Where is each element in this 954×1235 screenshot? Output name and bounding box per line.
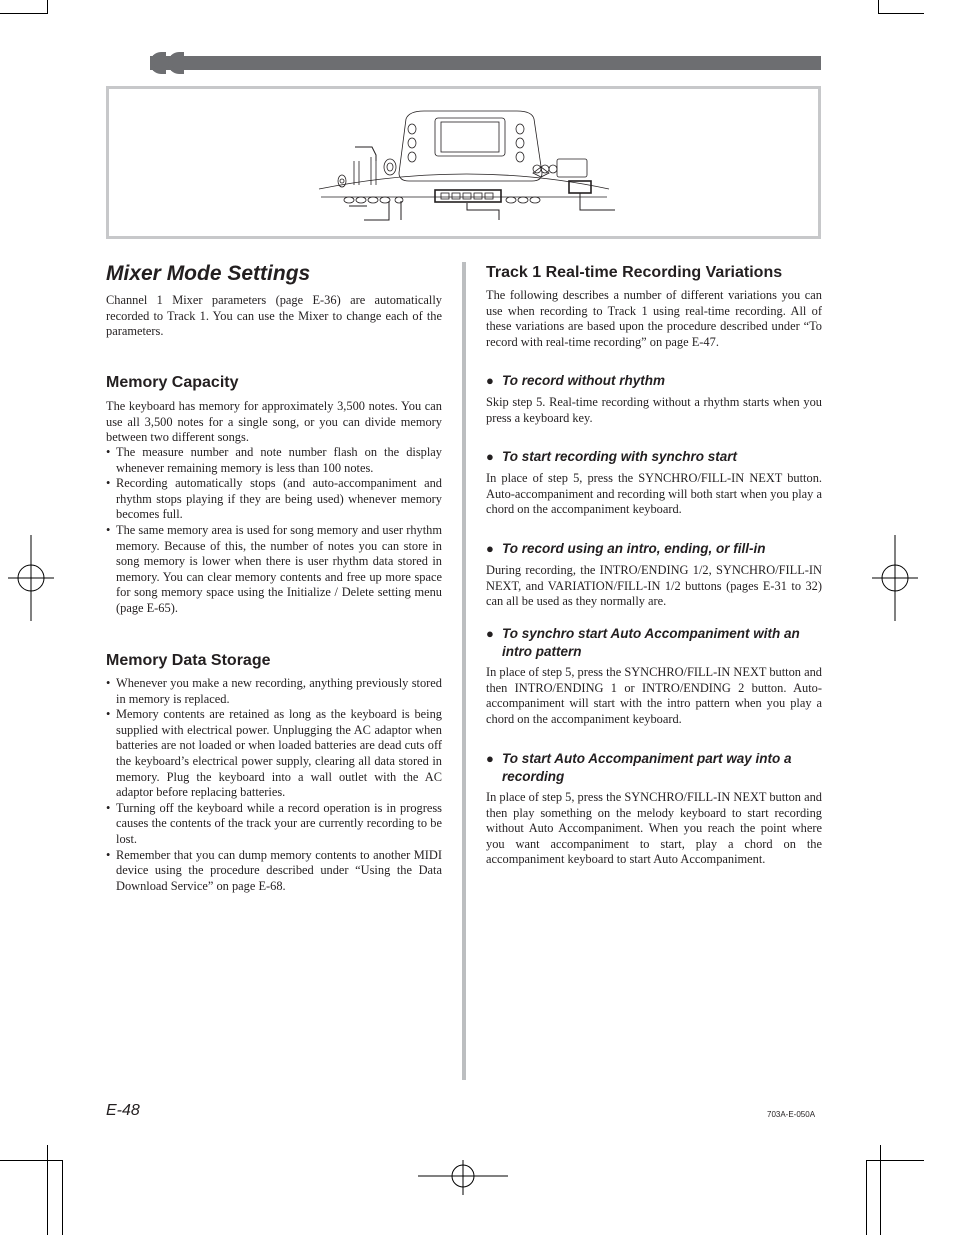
variation-text: Skip step 5. Real-time recording without a rhythm starts when you press a keyboard key. [486,395,822,425]
intro-paragraph: Channel 1 Mixer parameters (page E-36) are automatically recorded to Track 1. You can use the Mixer to change each of the parameters. [106,293,442,339]
crop-mark [866,1160,867,1235]
crop-mark [47,1145,48,1235]
variation-title: To record without rhythm [502,373,665,388]
crop-mark [47,0,48,14]
header-bar [104,56,821,70]
bullet-icon: ● [486,373,494,388]
registration-mark-bottom [418,1160,508,1195]
variation-heading [486,750,822,786]
list-item: • Memory contents are retained as long as the keyboard is being supplied with electrical power. Unplugging the AC adaptor when batteries are not loaded or when loaded batteries are dead cuts off the keyboard’s electrical power supply, clearing all data stored in memory. Plug the keyboard into a wall outlet with the AC adaptor before replacing batteries. [106,707,442,801]
page-title: Mixer Mode Settings [106,262,311,285]
variation-text: In place of step 5, press the SYNCHRO/FILL-IN NEXT button and then INTRO/ENDING 1 or INTRO/ENDING 2 button. Auto-accompaniment will start with the intro pattern when you play a chord on the accompaniment keyboard. [486,665,822,726]
bullet-icon: ● [486,751,494,766]
keyboard-figure [106,86,821,239]
variation-text: In place of step 5, press the SYNCHRO/FILL-IN NEXT button and then play something on the melody keyboard to start recording without Auto Accompaniment. When you reach the point where you want accompaniment to start, play a chord on the accompaniment keyboard to start Auto Accompaniment. [486,790,822,867]
list-item: • Remember that you can dump memory contents to another MIDI device using the procedure described under “Using the Data Download Service” on page E-68. [106,848,442,895]
crop-mark [878,13,924,14]
list-item: • The same memory area is used for song memory and user rhythm memory. Because of this, the number of notes you can store in song memory is lower when there is user rhythm data stored in memory. You can clear memory contents and free up more space for song memory space using the Initialize / Delete setting menu (page E-65). [106,523,442,617]
crop-mark [0,1160,62,1161]
variation-text: In place of step 5, press the SYNCHRO/FILL-IN NEXT button. Auto-accompaniment and recording will both start when you play a chord on the accompaniment keyboard. [486,471,822,517]
variation-heading [486,540,822,558]
variation-title: To start Auto Accompaniment part way into a recording [502,751,792,784]
list-item: • Turning off the keyboard while a record operation is in progress causes the contents of the track your are currently recording to be lost. [106,801,442,848]
track1-heading: Track 1 Real-time Recording Variations [486,264,783,281]
memory-data-storage-heading: Memory Data Storage [106,652,271,669]
bullet-icon: ● [486,449,494,464]
memory-capacity-heading: Memory Capacity [106,374,239,391]
page-number: E-48 [106,1102,140,1119]
variation-title: To start recording with synchro start [502,449,738,464]
list-item: • The measure number and note number flash on the display whenever remaining memory is less than 100 notes. [106,445,442,476]
track1-intro: The following describes a number of different variations you can use when recording to Track 1 using real-time recording. All of these variations are based upon the procedure described under “To record with real-time recording” on page E-47. [486,288,822,349]
bullet-icon: ● [486,541,494,556]
document-code: 703A-E-050A [767,1110,816,1119]
crop-mark [866,1160,924,1161]
variation-heading [486,448,822,466]
memory-capacity-list [106,445,442,617]
list-item: • Recording automatically stops (and auto-accompaniment and rhythm stops playing if they are being used) whenever memory becomes full. [106,476,442,523]
variation-text: During recording, the INTRO/ENDING 1/2, SYNCHRO/FILL-IN NEXT, and VARIATION/FILL-IN 1/2 buttons (pages E-31 to 32) can all be used as they normally are. [486,563,822,609]
crop-mark [0,13,48,14]
crop-mark [62,1160,63,1235]
column-divider [462,262,466,1080]
header-decoration [150,52,166,74]
variation-title: To synchro start Auto Accompaniment with an intro pattern [502,626,800,659]
memory-data-storage-list [106,676,442,894]
variation-title: To record using an intro, ending, or fill-in [502,541,766,556]
keyboard-panel-illustration [109,89,818,236]
registration-mark-right [872,535,918,621]
crop-mark [878,0,879,14]
variation-heading [486,372,822,390]
header-decoration [168,52,184,74]
memory-capacity-intro: The keyboard has memory for approximately 3,500 notes. You can use all 3,500 notes for a single song, or you can divide memory between two different songs. [106,399,442,445]
registration-mark-left [8,535,54,621]
list-item: • Whenever you make a new recording, anything previously stored in memory is replaced. [106,676,442,707]
crop-mark [880,1145,881,1235]
bullet-icon: ● [486,626,494,641]
variation-heading [486,625,822,661]
header-tab [104,56,150,70]
